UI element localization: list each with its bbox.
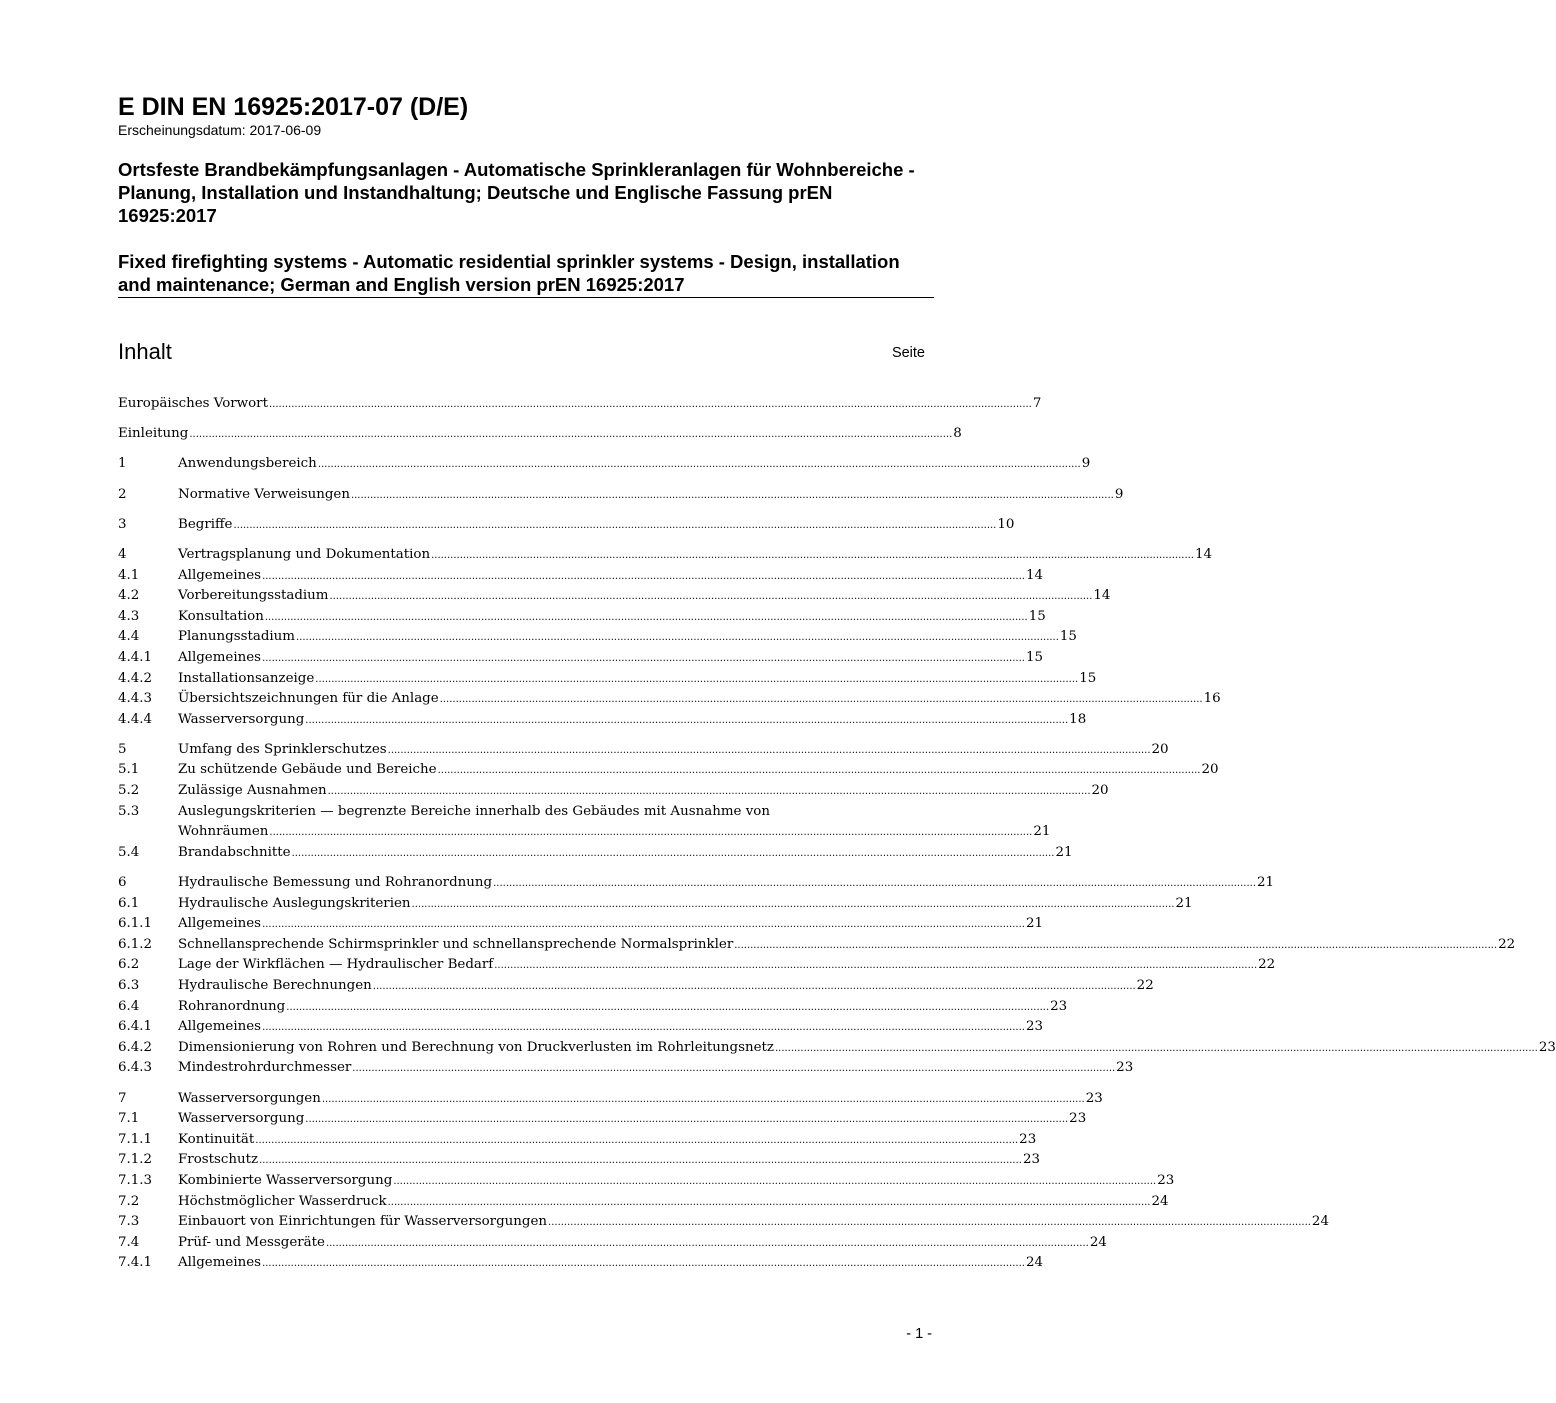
toc-entry-title: Brandabschnitte <box>178 844 291 860</box>
toc-dot-leader <box>269 822 1032 844</box>
toc-entry-title: Hydraulische Bemessung und Rohranordnung <box>178 875 493 891</box>
toc-entry[interactable] <box>118 976 1154 997</box>
toc-dot-leader <box>296 627 1059 649</box>
toc-entry[interactable] <box>118 997 1068 1018</box>
toc-entry-title: Wasserversorgungen <box>178 1090 321 1106</box>
toc-dot-leader <box>330 586 1093 608</box>
toc-entry-number: 5.1 <box>118 762 140 778</box>
toc-entry[interactable] <box>118 586 1111 607</box>
toc-dot-leader <box>269 394 1032 416</box>
toc-entry-title: Dimensionierung von Rohren und Berechnung von Druckverlusten im Rohrleitungsnetz <box>178 1039 774 1055</box>
toc-entry-page: 7 <box>1032 396 1042 411</box>
toc-dot-leader <box>412 894 1175 916</box>
toc-dot-leader <box>494 955 1257 977</box>
toc-entry-number: 4.4 <box>118 629 140 645</box>
toc-entry-title: Mindestrohrdurchmesser <box>178 1060 352 1076</box>
toc-entry[interactable] <box>118 648 1043 669</box>
toc-entry-page: 23 <box>1085 1090 1103 1106</box>
toc-entry-title: Planungsstadium <box>178 629 296 645</box>
toc-entry-page: 21 <box>1025 916 1043 932</box>
toc-entry-page: 23 <box>1019 1131 1037 1147</box>
toc-entry[interactable] <box>118 1038 1556 1059</box>
toc-entry[interactable] <box>118 1253 1043 1274</box>
document-id: E DIN EN 16925:2017-07 (D/E) <box>118 93 469 121</box>
toc-entry-number: 7 <box>118 1090 127 1106</box>
toc-entry-page: 20 <box>1201 762 1219 778</box>
toc-entry-title: Vorbereitungsstadium <box>178 588 329 604</box>
toc-entry[interactable] <box>118 424 962 445</box>
toc-entry-number: 6.4.1 <box>118 1019 153 1035</box>
toc-dot-leader <box>775 1038 1538 1060</box>
toc-entry-title: Rohranordnung <box>178 998 286 1014</box>
toc-entry-number: 5.2 <box>118 783 140 799</box>
toc-entry-number: 4 <box>118 546 127 562</box>
toc-dot-leader <box>322 1089 1085 1111</box>
toc-dot-leader <box>262 914 1025 936</box>
toc-entry[interactable] <box>118 894 1193 915</box>
toc-entry-page: 14 <box>1093 588 1111 604</box>
toc-dot-leader <box>328 781 1091 803</box>
toc-entry[interactable] <box>118 935 1516 956</box>
toc-entry-page: 21 <box>1055 844 1073 860</box>
toc-entry-page: 14 <box>1025 567 1043 583</box>
toc-entry-title: Wasserversorgung <box>178 1111 305 1127</box>
toc-entry-number: 6.4 <box>118 998 140 1014</box>
toc-entry[interactable] <box>118 822 1051 843</box>
toc-dot-leader <box>318 454 1081 476</box>
toc-entry-page: 20 <box>1151 741 1169 757</box>
toc-entry[interactable] <box>118 454 1091 475</box>
toc-entry-page: 9 <box>1081 456 1091 472</box>
toc-entry[interactable] <box>118 627 1077 648</box>
toc-entry-number: 4.4.4 <box>118 711 153 727</box>
toc-dot-leader <box>388 740 1151 762</box>
toc-entry-page: 22 <box>1258 957 1276 973</box>
toc-entry-title: Installationsanzeige <box>178 670 315 686</box>
toc-entry-page: 23 <box>1025 1019 1043 1035</box>
toc-entry[interactable] <box>118 515 1015 536</box>
toc-dot-leader <box>292 843 1055 865</box>
toc-entry-title: Vertragsplanung und Dokumentation <box>178 546 431 562</box>
toc-entry-page: 23 <box>1050 998 1068 1014</box>
toc-entry[interactable] <box>118 566 1043 587</box>
page-column-label: Seite <box>891 345 925 361</box>
toc-entry-page: 15 <box>1025 649 1043 665</box>
toc-entry[interactable] <box>118 760 1219 781</box>
toc-entry[interactable] <box>118 914 1043 935</box>
toc-entry-page: 8 <box>953 426 962 442</box>
toc-entry-title: Hydraulische Berechnungen <box>178 978 372 993</box>
toc-entry-page: 23 <box>1069 1111 1087 1127</box>
toc-entry[interactable] <box>118 781 1109 802</box>
toc-entry-title: Höchstmöglicher Wasserdruck <box>178 1193 387 1209</box>
toc-entry[interactable] <box>118 843 1073 864</box>
toc-entry-page: 9 <box>1114 486 1124 502</box>
toc-dot-leader <box>262 648 1025 670</box>
toc-entry-title: Allgemeines <box>178 1019 262 1035</box>
toc-entry[interactable] <box>118 955 1276 976</box>
toc-entry[interactable] <box>118 802 931 823</box>
toc-entry[interactable] <box>118 740 1169 761</box>
toc-dot-leader <box>438 760 1201 782</box>
toc-entry[interactable] <box>118 689 1221 710</box>
toc-dot-leader <box>286 997 1049 1019</box>
toc-dot-leader <box>548 1212 1311 1234</box>
toc-dot-leader <box>305 710 1068 732</box>
toc-entry[interactable] <box>118 1150 1041 1171</box>
toc-entry[interactable] <box>118 1058 1134 1079</box>
toc-dot-leader <box>373 976 1136 998</box>
title-german: Ortsfeste Brandbekämpfungsanlagen - Automatische Sprinkleranlagen für Wohnbereiche - Planung, Installation und Instandhaltung; Deutsche und Englische Fassung prEN 16925:2017 <box>118 159 915 226</box>
toc-entry-number: 4.4.2 <box>118 670 153 686</box>
toc-entry-title: Hydraulische Auslegungskriterien <box>178 895 411 911</box>
toc-entry-number: 4.2 <box>118 588 140 604</box>
toc-entry-number: 6.4.2 <box>118 1039 153 1055</box>
toc-entry-number: 7.4 <box>118 1234 140 1250</box>
toc-entry-number: 5.4 <box>118 844 140 860</box>
toc-entry[interactable] <box>118 1233 1107 1254</box>
toc-dot-leader <box>262 566 1025 588</box>
toc-entry-page: 14 <box>1194 546 1213 562</box>
toc-entry-number: 7.1.2 <box>118 1152 153 1168</box>
toc-dot-leader <box>233 515 996 537</box>
toc-entry-number: 7.1 <box>118 1111 140 1127</box>
toc-entry[interactable] <box>118 1171 1175 1192</box>
title-divider <box>118 297 934 298</box>
toc-entry-number: 4.4.1 <box>118 649 153 665</box>
toc-entry-page: 22 <box>1498 936 1516 952</box>
toc-entry[interactable] <box>118 1192 1169 1213</box>
toc-entry[interactable] <box>118 669 1097 690</box>
toc-entry[interactable] <box>118 1089 1103 1110</box>
toc-dot-leader <box>305 1109 1068 1131</box>
toc-dot-leader <box>326 1233 1089 1255</box>
toc-entry-title: Normative Verweisungen <box>178 486 350 502</box>
toc-entry-page: 23 <box>1022 1152 1041 1168</box>
toc-entry-number: 7.2 <box>118 1193 140 1209</box>
toc-entry-number: 1 <box>118 456 127 472</box>
toc-entry[interactable] <box>118 607 1046 628</box>
toc-entry-title: Anwendungsbereich <box>178 456 317 472</box>
toc-entry-title: Begriffe <box>178 516 233 532</box>
toc-entry-page: 24 <box>1151 1193 1169 1209</box>
toc-entry-page: 23 <box>1538 1039 1556 1055</box>
toc-entry-page: 10 <box>997 516 1015 532</box>
toc-entry-page: 24 <box>1311 1214 1329 1230</box>
toc-dot-leader <box>393 1171 1156 1193</box>
toc-entry-number: 7.4.1 <box>118 1255 153 1271</box>
toc-entry-title: Umfang des Sprinklerschutzes <box>178 741 387 757</box>
toc-entry-page: 16 <box>1203 691 1221 707</box>
toc-entry-number: 4.1 <box>118 567 140 583</box>
toc-entry-title: Auslegungskriterien — begrenzte Bereiche innerhalb des Gebäudes mit Ausnahme von <box>178 803 770 819</box>
toc-dot-leader <box>189 424 952 446</box>
toc-entry-number: 2 <box>118 486 127 502</box>
toc-entry-page: 23 <box>1157 1172 1175 1188</box>
toc-entry-title: Einbauort von Einrichtungen für Wasserversorgungen <box>178 1214 548 1230</box>
toc-dot-leader <box>259 1150 1022 1172</box>
toc-entry-page: 21 <box>1257 875 1275 891</box>
toc-dot-leader <box>265 607 1028 629</box>
title-english: Fixed firefighting systems - Automatic residential sprinkler systems - Design, installation and maintenance; German and English version prEN 16925:2017 <box>118 251 900 295</box>
toc-dot-leader <box>352 1058 1115 1080</box>
toc-entry-page: 23 <box>1116 1060 1134 1076</box>
toc-entry-title: Konsultation <box>178 608 264 624</box>
toc-heading: Inhalt <box>118 339 172 364</box>
toc-dot-leader <box>493 873 1256 895</box>
toc-entry[interactable] <box>118 1130 1037 1151</box>
toc-entry-number: 4.3 <box>118 608 140 624</box>
toc-entry[interactable] <box>118 1017 1043 1038</box>
toc-dot-leader <box>440 689 1203 711</box>
toc-entry-title: Wasserversorgung <box>178 711 305 727</box>
toc-entry-title: Prüf- und Messgeräte <box>178 1234 325 1250</box>
toc-dot-leader <box>315 669 1078 691</box>
toc-dot-leader <box>431 545 1194 567</box>
toc-entry[interactable] <box>118 1109 1087 1130</box>
page-number: - 1 - <box>906 1326 932 1342</box>
table-of-contents <box>118 394 1556 1274</box>
toc-entry-number: 6.3 <box>118 978 140 993</box>
toc-entry-number: 6 <box>118 875 127 891</box>
toc-entry-title: Schnellansprechende Schirmsprinkler und schnellansprechende Normalsprinkler <box>178 936 734 952</box>
toc-entry-number: 6.1 <box>118 895 140 911</box>
toc-dot-leader <box>734 935 1497 957</box>
toc-entry-title: Kombinierte Wasserversorgung <box>178 1172 393 1188</box>
toc-entry-title: Einleitung <box>118 426 189 442</box>
toc-dot-leader <box>262 1253 1025 1275</box>
toc-entry-title: Zu schützende Gebäude und Bereiche <box>178 762 437 778</box>
toc-entry-page: 22 <box>1136 978 1154 993</box>
toc-entry-number: 6.2 <box>118 957 140 973</box>
toc-entry-title: Allgemeines <box>178 567 262 583</box>
toc-entry-number: 5 <box>118 741 127 757</box>
toc-entry[interactable] <box>118 485 1124 506</box>
toc-entry-title: Frostschutz <box>178 1152 259 1168</box>
toc-entry-title: Allgemeines <box>178 1255 262 1271</box>
toc-entry-title-continued: Wohnräumen <box>178 824 269 840</box>
toc-entry[interactable] <box>118 710 1087 731</box>
toc-dot-leader <box>262 1017 1025 1039</box>
toc-entry-number: 7.1.3 <box>118 1172 153 1188</box>
toc-entry-page: 20 <box>1091 783 1109 799</box>
toc-entry[interactable] <box>118 394 1042 415</box>
toc-entry-page: 21 <box>1033 824 1051 840</box>
toc-entry[interactable] <box>118 1212 1329 1233</box>
toc-entry-page: 15 <box>1028 608 1046 624</box>
toc-entry-number: 6.4.3 <box>118 1060 153 1076</box>
toc-entry[interactable] <box>118 545 1213 566</box>
toc-entry-page: 18 <box>1069 711 1087 727</box>
issue-date: Erscheinungsdatum: 2017-06-09 <box>118 122 322 138</box>
toc-entry-title: Lage der Wirkflächen — Hydraulischer Bedarf <box>178 957 494 973</box>
toc-entry-page: 15 <box>1059 629 1077 645</box>
toc-entry-number: 6.1.1 <box>118 916 153 932</box>
toc-entry-title: Allgemeines <box>178 649 262 665</box>
toc-entry-number: 5.3 <box>118 803 140 819</box>
toc-entry-number: 7.3 <box>118 1214 140 1230</box>
toc-entry-number: 3 <box>118 516 127 532</box>
toc-entry-title: Übersichtszeichnungen für die Anlage <box>178 691 439 707</box>
toc-entry-page: 15 <box>1079 670 1097 686</box>
toc-entry-title: Europäisches Vorwort <box>118 396 268 411</box>
toc-dot-leader <box>388 1192 1151 1214</box>
toc-entry-title: Allgemeines <box>178 916 262 932</box>
toc-entry-page: 21 <box>1175 895 1193 911</box>
toc-dot-leader <box>351 485 1114 507</box>
toc-entry-page: 24 <box>1089 1234 1107 1250</box>
toc-entry-number: 6.1.2 <box>118 936 153 952</box>
toc-entry-number: 7.1.1 <box>118 1131 153 1147</box>
toc-entry-title: Kontinuität <box>178 1131 255 1147</box>
toc-entry-number: 4.4.3 <box>118 691 153 707</box>
toc-entry[interactable] <box>118 873 1275 894</box>
toc-entry-page: 24 <box>1025 1255 1043 1271</box>
toc-dot-leader <box>255 1130 1018 1152</box>
toc-entry-title: Zulässige Ausnahmen <box>178 783 327 799</box>
